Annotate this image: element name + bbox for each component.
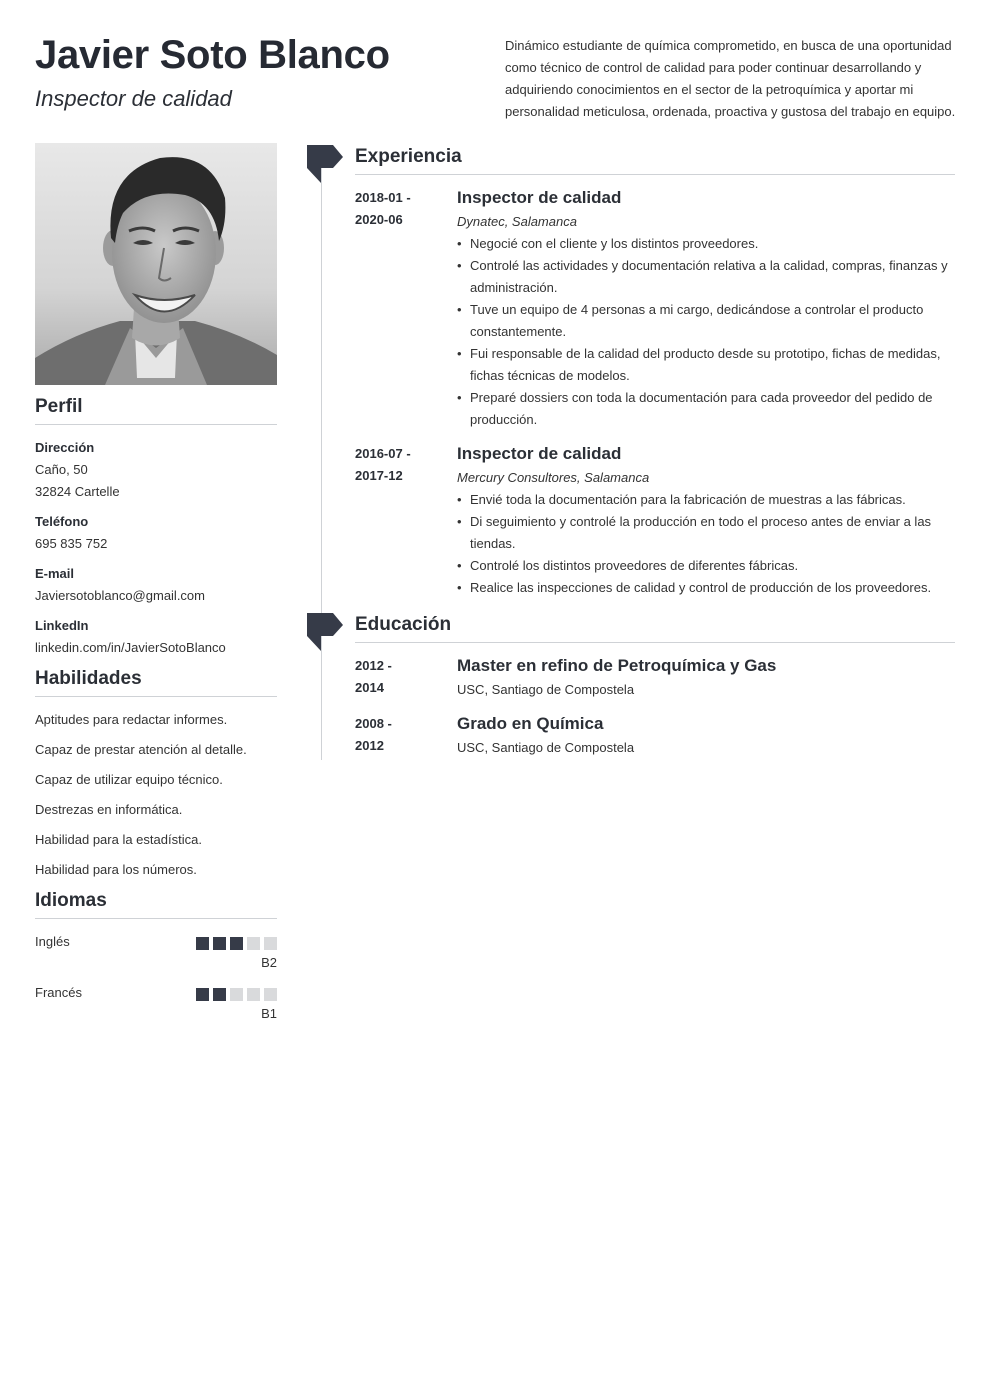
degree-title: Grado en Química bbox=[457, 714, 604, 733]
linkedin-value[interactable]: linkedin.com/in/JavierSotoBlanco bbox=[35, 640, 226, 655]
sidebar bbox=[35, 395, 277, 1033]
skill-item: Habilidad para la estadística. bbox=[35, 832, 202, 847]
phone-label: Teléfono bbox=[35, 514, 89, 529]
timeline-line bbox=[321, 168, 322, 760]
language-level: B2 bbox=[261, 955, 277, 970]
date-end: 2012 bbox=[355, 738, 384, 753]
job-role: Inspector de calidad bbox=[457, 444, 622, 463]
language-rating bbox=[196, 988, 277, 1001]
job-bullet: • Realice las inspecciones de calidad y control de producción de los proveedores. bbox=[457, 577, 955, 599]
skill-item: Habilidad para los números. bbox=[35, 862, 197, 877]
job-company: Mercury Consultores, Salamanca bbox=[457, 470, 650, 485]
language-item bbox=[35, 931, 277, 982]
date-start: 2018-01 - bbox=[355, 190, 411, 205]
rating-square-empty bbox=[264, 988, 277, 1001]
rating-square-empty bbox=[247, 937, 260, 950]
job-bullet: • Controlé los distintos proveedores de diferentes fábricas. bbox=[457, 555, 955, 577]
phone-field bbox=[35, 511, 277, 555]
skills-heading: Habilidades bbox=[35, 667, 277, 697]
linkedin-field bbox=[35, 615, 277, 659]
address-field bbox=[35, 437, 277, 503]
job-bullet: • Negocié con el cliente y los distintos proveedores. bbox=[457, 233, 955, 255]
job-bullets bbox=[457, 233, 955, 431]
school-name: USC, Santiago de Compostela bbox=[457, 740, 635, 755]
date-start: 2008 - bbox=[355, 716, 392, 731]
linkedin-label: LinkedIn bbox=[35, 618, 89, 633]
date-start: 2012 - bbox=[355, 658, 392, 673]
education-heading: Educación bbox=[355, 613, 955, 643]
job-company: Dynatec, Salamanca bbox=[457, 214, 577, 229]
address-line1: Caño, 50 bbox=[35, 462, 88, 477]
phone-value: 695 835 752 bbox=[35, 536, 108, 551]
address-label: Dirección bbox=[35, 440, 95, 455]
rating-square-filled bbox=[213, 988, 226, 1001]
skill-item: Destrezas en informática. bbox=[35, 802, 183, 817]
job-bullet: • Di seguimiento y controlé la producción en todo el proceso antes de enviar a las tiendas. bbox=[457, 511, 955, 555]
rating-square-empty bbox=[264, 937, 277, 950]
entry-body bbox=[457, 713, 955, 759]
rating-square-filled bbox=[213, 937, 226, 950]
skill-item: Capaz de utilizar equipo técnico. bbox=[35, 772, 223, 787]
language-rating bbox=[196, 937, 277, 950]
date-start: 2016-07 - bbox=[355, 446, 411, 461]
address-line2: 32824 Cartelle bbox=[35, 484, 120, 499]
entry-date bbox=[355, 655, 445, 699]
summary-text: Dinámico estudiante de química comprometido, en busca de una oportunidad como técnico de control de calidad para poder continuar desarrollando y adquiriendo conocimientos en el sector de la petroquímica y aportar mi personalidad meticulosa, ordenada, proactiva y gustosa del trabajo en equipo. bbox=[505, 38, 956, 119]
job-title: Inspector de calidad bbox=[35, 86, 232, 111]
date-end: 2017-12 bbox=[355, 468, 403, 483]
rating-square-filled bbox=[230, 937, 243, 950]
skill-item: Capaz de prestar atención al detalle. bbox=[35, 742, 247, 757]
language-item bbox=[35, 982, 277, 1033]
language-name: Francés bbox=[35, 985, 82, 1000]
rating-square-filled bbox=[196, 937, 209, 950]
profile-heading: Perfil bbox=[35, 395, 277, 425]
date-end: 2020-06 bbox=[355, 212, 403, 227]
candidate-name: Javier Soto Blanco bbox=[35, 33, 390, 77]
profile-photo bbox=[35, 143, 277, 385]
skill-item: Aptitudes para redactar informes. bbox=[35, 712, 228, 727]
entry-date bbox=[355, 443, 445, 487]
rating-square-empty bbox=[247, 988, 260, 1001]
entry-body bbox=[457, 187, 955, 431]
email-field bbox=[35, 563, 277, 607]
languages-heading: Idiomas bbox=[35, 889, 277, 919]
rating-square-empty bbox=[230, 988, 243, 1001]
portrait-image bbox=[35, 143, 277, 385]
job-bullet: • Fui responsable de la calidad del producto desde su prototipo, fichas de medidas, fichas técnicas de modelos. bbox=[457, 343, 955, 387]
job-role: Inspector de calidad bbox=[457, 188, 622, 207]
school-name: USC, Santiago de Compostela bbox=[457, 682, 635, 697]
section-flag-icon bbox=[307, 613, 343, 651]
entry-date bbox=[355, 713, 445, 757]
job-bullet: • Tuve un equipo de 4 personas a mi cargo, dedicándose a controlar el producto constantemente. bbox=[457, 299, 955, 343]
section-flag-icon bbox=[307, 145, 343, 183]
experience-heading: Experiencia bbox=[355, 145, 955, 175]
entry-date bbox=[355, 187, 445, 231]
degree-title: Master en refino de Petroquímica y Gas bbox=[457, 656, 777, 675]
email-label: E-mail bbox=[35, 566, 75, 581]
job-bullet: • Controlé las actividades y documentación relativa a la calidad, compras, finanzas y administración. bbox=[457, 255, 955, 299]
entry-body bbox=[457, 443, 955, 599]
job-bullet: • Preparé dossiers con toda la documentación para cada proveedor del pedido de producción. bbox=[457, 387, 955, 431]
language-name: Inglés bbox=[35, 934, 70, 949]
date-end: 2014 bbox=[355, 680, 384, 695]
job-bullets bbox=[457, 489, 955, 599]
email-value[interactable]: Javiersotoblanco@gmail.com bbox=[35, 588, 205, 603]
rating-square-filled bbox=[196, 988, 209, 1001]
skills-list bbox=[35, 709, 277, 881]
entry-body bbox=[457, 655, 955, 701]
language-level: B1 bbox=[261, 1006, 277, 1021]
job-bullet: • Envié toda la documentación para la fabricación de muestras a las fábricas. bbox=[457, 489, 955, 511]
